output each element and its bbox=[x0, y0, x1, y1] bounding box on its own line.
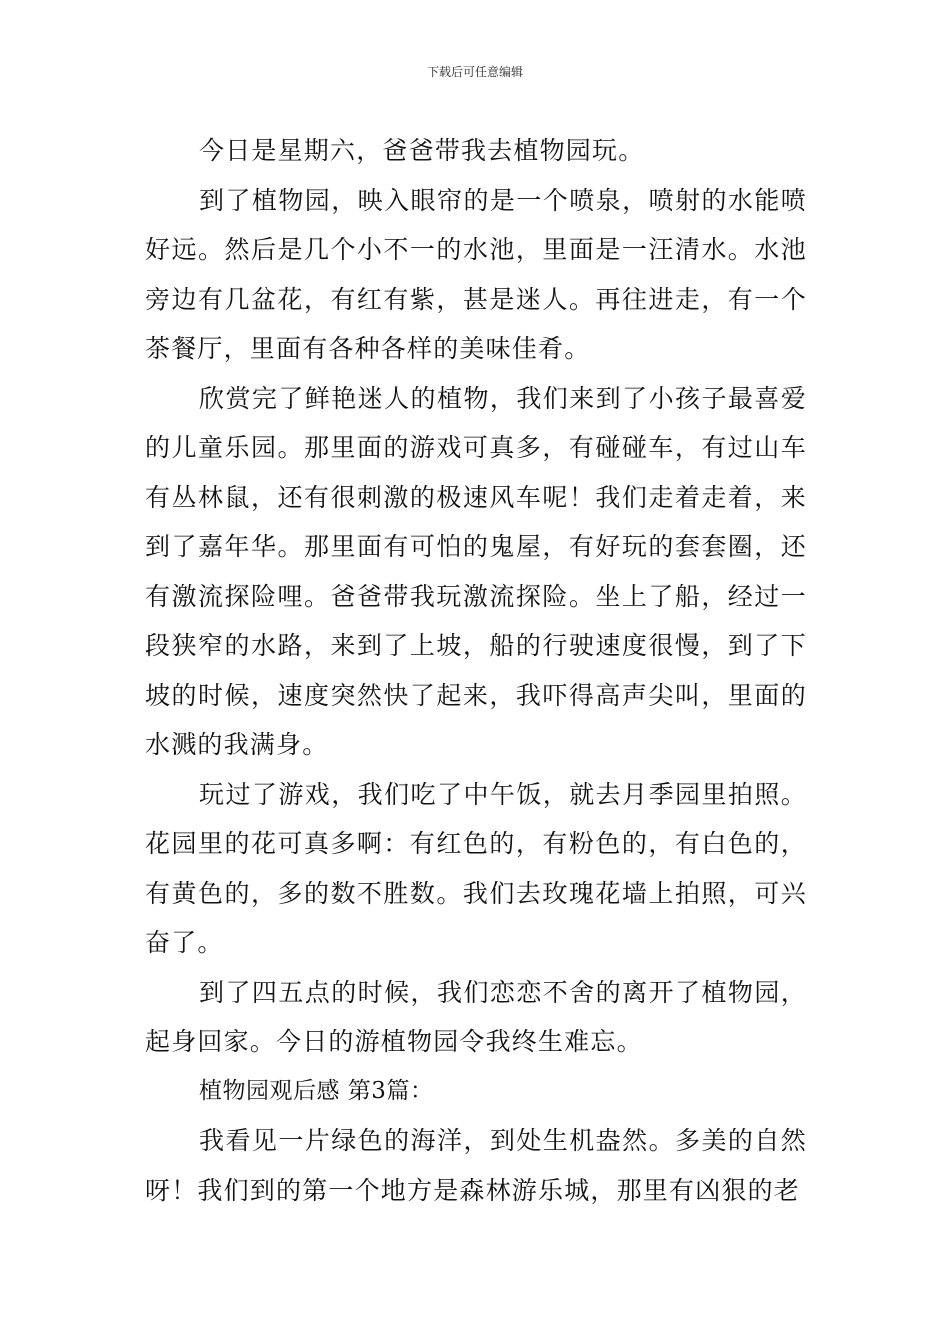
section-heading: 植物园观后感 第3篇： bbox=[199, 1077, 434, 1104]
paragraph-6: 我看见一片绿色的海洋，到处生机盎然。多美的自然呀！我们到的第一个地方是森林游乐城，那里有凶狠的老 bbox=[145, 1126, 807, 1205]
document-body bbox=[145, 126, 807, 1215]
paragraph-3: 欣赏完了鲜艳迷人的植物，我们来到了小孩子最喜爱的儿童乐园。那里面的游戏可真多，有碰碰车，有过山车有丛林鼠，还有很刺激的极速风车呢！我们走着走着，来到了嘉年华。那里面有可怕的鬼屋，有好玩的套套圈，还有激流探险哩。爸爸带我玩激流探险。坐上了船，经过一段狭窄的水路，来到了上坡，船的行驶速度很慢，到了下坡的时候，速度突然快了起来，我吓得高声尖叫，里面的水溅的我满身。 bbox=[145, 383, 807, 759]
page-header: 下载后可任意编辑 bbox=[426, 65, 523, 79]
paragraph-1: 今日是星期六，爸爸带我去植物园玩。 bbox=[199, 136, 645, 165]
paragraph-4: 玩过了游戏，我们吃了中午饭，就去月季园里拍照。花园里的花可真多啊：有红色的，有粉色的，有白色的，有黄色的，多的数不胜数。我们去玫瑰花墙上拍照，可兴奋了。 bbox=[145, 779, 807, 957]
paragraph-5: 到了四五点的时候，我们恋恋不舍的离开了植物园，起身回家。今日的游植物园令我终生难忘。 bbox=[145, 977, 807, 1056]
paragraph-2: 到了植物园，映入眼帘的是一个喷泉，喷射的水能喷好远。然后是几个小不一的水池，里面是一汪清水。水池旁边有几盆花，有红有紫，甚是迷人。再往进走，有一个茶餐厅，里面有各种各样的美味佳肴。 bbox=[145, 185, 807, 363]
